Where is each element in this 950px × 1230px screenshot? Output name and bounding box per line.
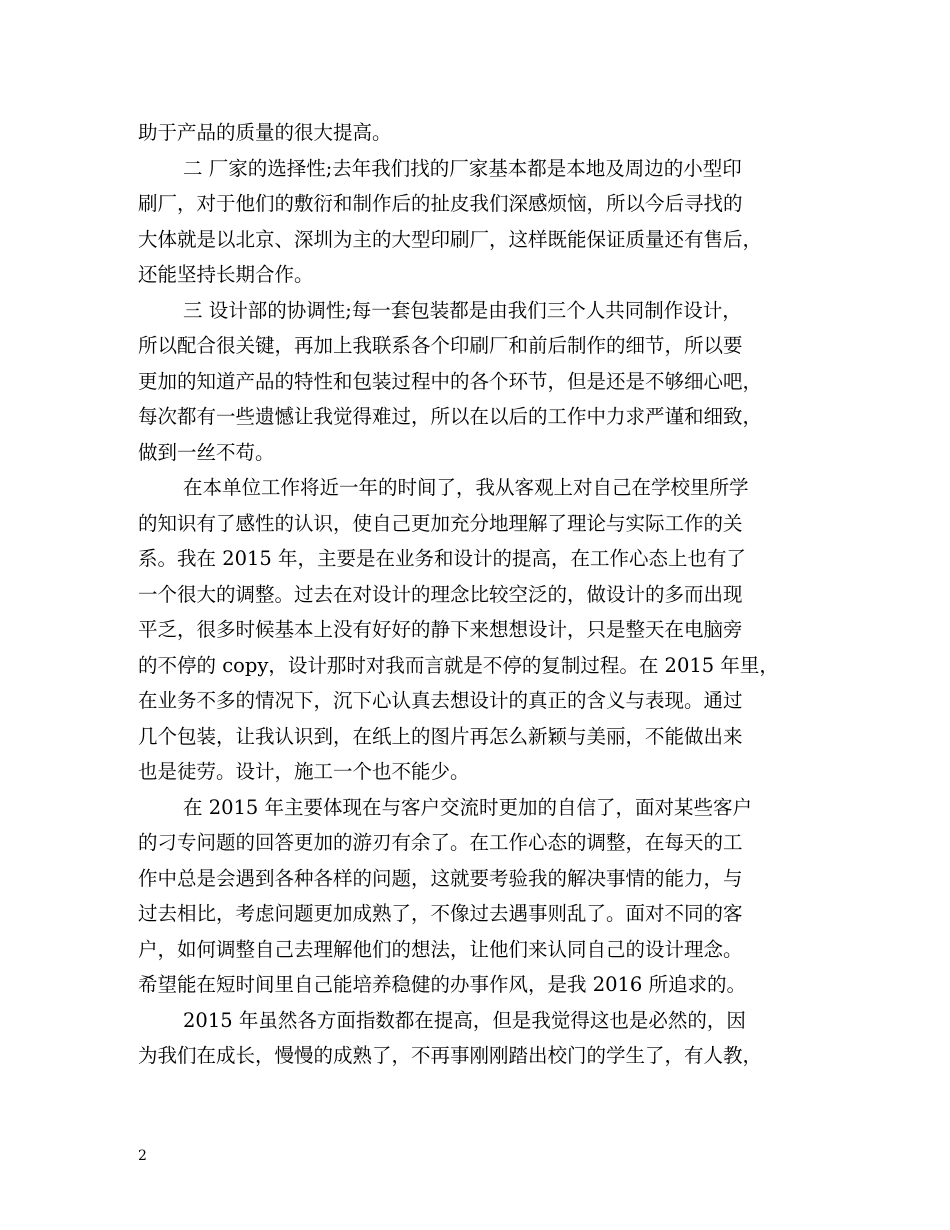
page-number: 2: [138, 1148, 147, 1164]
text-line: 几个包装，让我认识到，在纸上的图片再怎么新颖与美丽，不能做出来: [138, 724, 743, 748]
text-line: 在 2015 年主要体现在与客户交流时更加的自信了，面对某些客户: [183, 795, 753, 819]
text-line: 2015 年虽然各方面指数都在提高，但是我觉得这也是必然的，因: [183, 1008, 746, 1032]
text-line: 助于产品的质量的很大提高。: [138, 121, 392, 144]
text-line: 三 设计部的协调性;每一套包装都是由我们三个人共同制作设计，: [183, 298, 742, 322]
text-line: 二 厂家的选择性;去年我们找的厂家基本都是本地及周边的小型印: [183, 156, 742, 180]
document-body: [138, 115, 823, 1074]
text-line: 户，如何调整自己去理解他们的想法，让他们来认同自己的设计理念。: [138, 937, 743, 961]
text-line: 做到一丝不苟。: [138, 440, 275, 464]
text-line: 在本单位工作将近一年的时间了，我从客观上对自己在学校里所学: [183, 476, 749, 499]
text-line: 大体就是以北京、深圳为主的大型印刷厂，这样既能保证质量还有售后，: [138, 227, 763, 251]
text-line: 为我们在成长，慢慢的成熟了，不再事刚刚踏出校门的学生了，有人教，: [138, 1044, 763, 1067]
text-line: 一个很大的调整。过去在对设计的理念比较空泛的，做设计的多而出现: [138, 582, 743, 606]
text-line: 的不停的 copy，设计那时对我而言就是不停的复制过程。在 2015 年里，: [138, 653, 779, 677]
text-line: 的知识有了感性的认识，使自己更加充分地理解了理论与实际工作的关: [138, 511, 743, 535]
text-line: 也是徒劳。设计，施工一个也不能少。: [138, 760, 470, 783]
text-line: 所以配合很关键，再加上我联系各个印刷厂和前后制作的细节，所以要: [138, 334, 743, 357]
text-line: 过去相比，考虑问题更加成熟了，不像过去遇事则乱了。面对不同的客: [138, 902, 743, 925]
text-line: 每次都有一些遗憾让我觉得难过，所以在以后的工作中力求严谨和细致，: [138, 405, 763, 428]
text-line: 刷厂，对于他们的敷衍和制作后的扯皮我们深感烦恼，所以今后寻找的: [138, 192, 743, 215]
text-line: 的刁专问题的回答更加的游刃有余了。在工作心态的调整，在每天的工: [138, 831, 743, 854]
text-line: 希望能在短时间里自己能培养稳健的办事作风，是我 2016 所追求的。: [138, 973, 747, 996]
text-line: 系。我在 2015 年，主要是在业务和设计的提高，在工作心态上也有了: [138, 547, 747, 570]
text-line: 作中总是会遇到各种各样的问题，这就要考验我的解决事情的能力，与: [138, 866, 743, 890]
text-line: 在业务不多的情况下，沉下心认真去想设计的真正的含义与表现。通过: [138, 689, 743, 712]
text-line: 平乏，很多时候基本上没有好好的静下来想想设计，只是整天在电脑旁: [138, 618, 743, 641]
text-line: 更加的知道产品的特性和包装过程中的各个环节，但是还是不够细心吧，: [138, 369, 763, 393]
text-line: 还能坚持长期合作。: [138, 263, 314, 286]
